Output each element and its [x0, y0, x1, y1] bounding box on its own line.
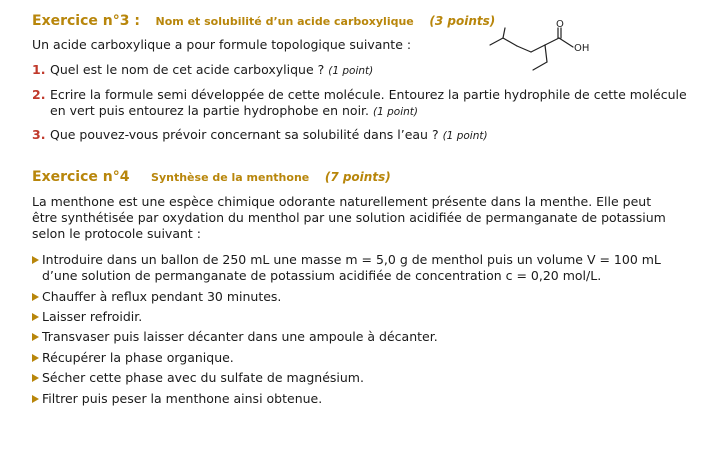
- question-1-text: Quel est le nom de cet acide carboxylique ?: [50, 62, 325, 77]
- bullet-arrow-icon: [32, 293, 39, 301]
- bond-line: [533, 62, 547, 70]
- protocol-step-4-text: Transvaser puis laisser décanter dans une ampoule à décanter.: [42, 329, 438, 344]
- question-2-number: 2.: [32, 87, 46, 102]
- question-3: [32, 127, 690, 144]
- question-1-points: (1 point): [328, 65, 374, 77]
- exercise-3-points: (3 points): [429, 14, 496, 28]
- protocol-step-6-text: Sécher cette phase avec du sulfate de magnésium.: [42, 370, 364, 385]
- bond-line: [490, 38, 503, 45]
- protocol-step-7: [32, 391, 682, 407]
- bond-line: [517, 46, 531, 52]
- bond-line: [559, 38, 573, 47]
- protocol-step-1-text: Introduire dans un ballon de 250 mL une masse m = 5,0 g de menthol puis un volume V = 100 mL d’une solution de permanganate de potassium acidifiée de concentration c = 0,20 mol/L.: [42, 252, 661, 283]
- exercise-4-title: [32, 166, 391, 185]
- exercise-4-name: Synthèse de la menthone: [151, 171, 310, 184]
- protocol-step-4: [32, 329, 682, 345]
- protocol-step-7-text: Filtrer puis peser la menthone ainsi obtenue.: [42, 391, 323, 406]
- exercise-4-number: Exercice n°4: [32, 169, 130, 185]
- bond-line: [503, 38, 517, 46]
- exercise-3-name: Nom et solubilité d’un acide carboxylique: [155, 15, 414, 28]
- protocol-step-5-text: Récupérer la phase organique.: [42, 350, 234, 365]
- bullet-arrow-icon: [32, 333, 39, 341]
- question-3-text: Que pouvez-vous prévoir concernant sa solubilité dans l’eau ?: [50, 127, 439, 142]
- carboxylic-acid-skeletal-formula: [485, 18, 610, 80]
- question-2-text: Ecrire la formule semi développée de cette molécule. Entourez la partie hydrophile de cette molécule en vert puis entourez la partie hydrophobe en noir.: [50, 87, 687, 118]
- question-1-number: 1.: [32, 62, 46, 77]
- bond-line: [503, 28, 505, 38]
- bullet-arrow-icon: [32, 313, 39, 321]
- question-3-points: (1 point): [442, 130, 488, 142]
- protocol-step-3: [32, 309, 682, 325]
- exercise-3-intro: Un acide carboxylique a pour formule topologique suivante :: [32, 37, 412, 52]
- question-2: [32, 87, 690, 120]
- question-3-number: 3.: [32, 127, 46, 142]
- protocol-step-5: [32, 350, 682, 366]
- protocol-step-2: [32, 289, 682, 305]
- bullet-arrow-icon: [32, 374, 39, 382]
- exercise-4-points: (7 points): [324, 170, 391, 184]
- question-2-points: (1 point): [373, 106, 419, 118]
- bullet-arrow-icon: [32, 354, 39, 362]
- exercise-4-intro: La menthone est une espèce chimique odorante naturellement présente dans la menthe. Elle peut être synthétisée par oxydation du menthol par une solution acidifiée de permanganate de potassium selon le protocole suivant :: [32, 194, 666, 241]
- exercise-3-title: [32, 10, 495, 29]
- bullet-arrow-icon: [32, 256, 39, 264]
- protocol-step-3-text: Laisser refroidir.: [42, 309, 143, 324]
- protocol-step-6: [32, 370, 682, 386]
- bond-line: [545, 38, 559, 45]
- exercise-3-number: Exercice n°3 :: [32, 13, 140, 29]
- protocol-step-1: [32, 252, 682, 284]
- hydroxyl-label: OH: [574, 43, 590, 54]
- bond-line: [531, 45, 545, 52]
- bond-line: [545, 45, 547, 62]
- protocol-step-2-text: Chauffer à reflux pendant 30 minutes.: [42, 289, 282, 304]
- oxygen-label: O: [556, 19, 564, 30]
- bullet-arrow-icon: [32, 395, 39, 403]
